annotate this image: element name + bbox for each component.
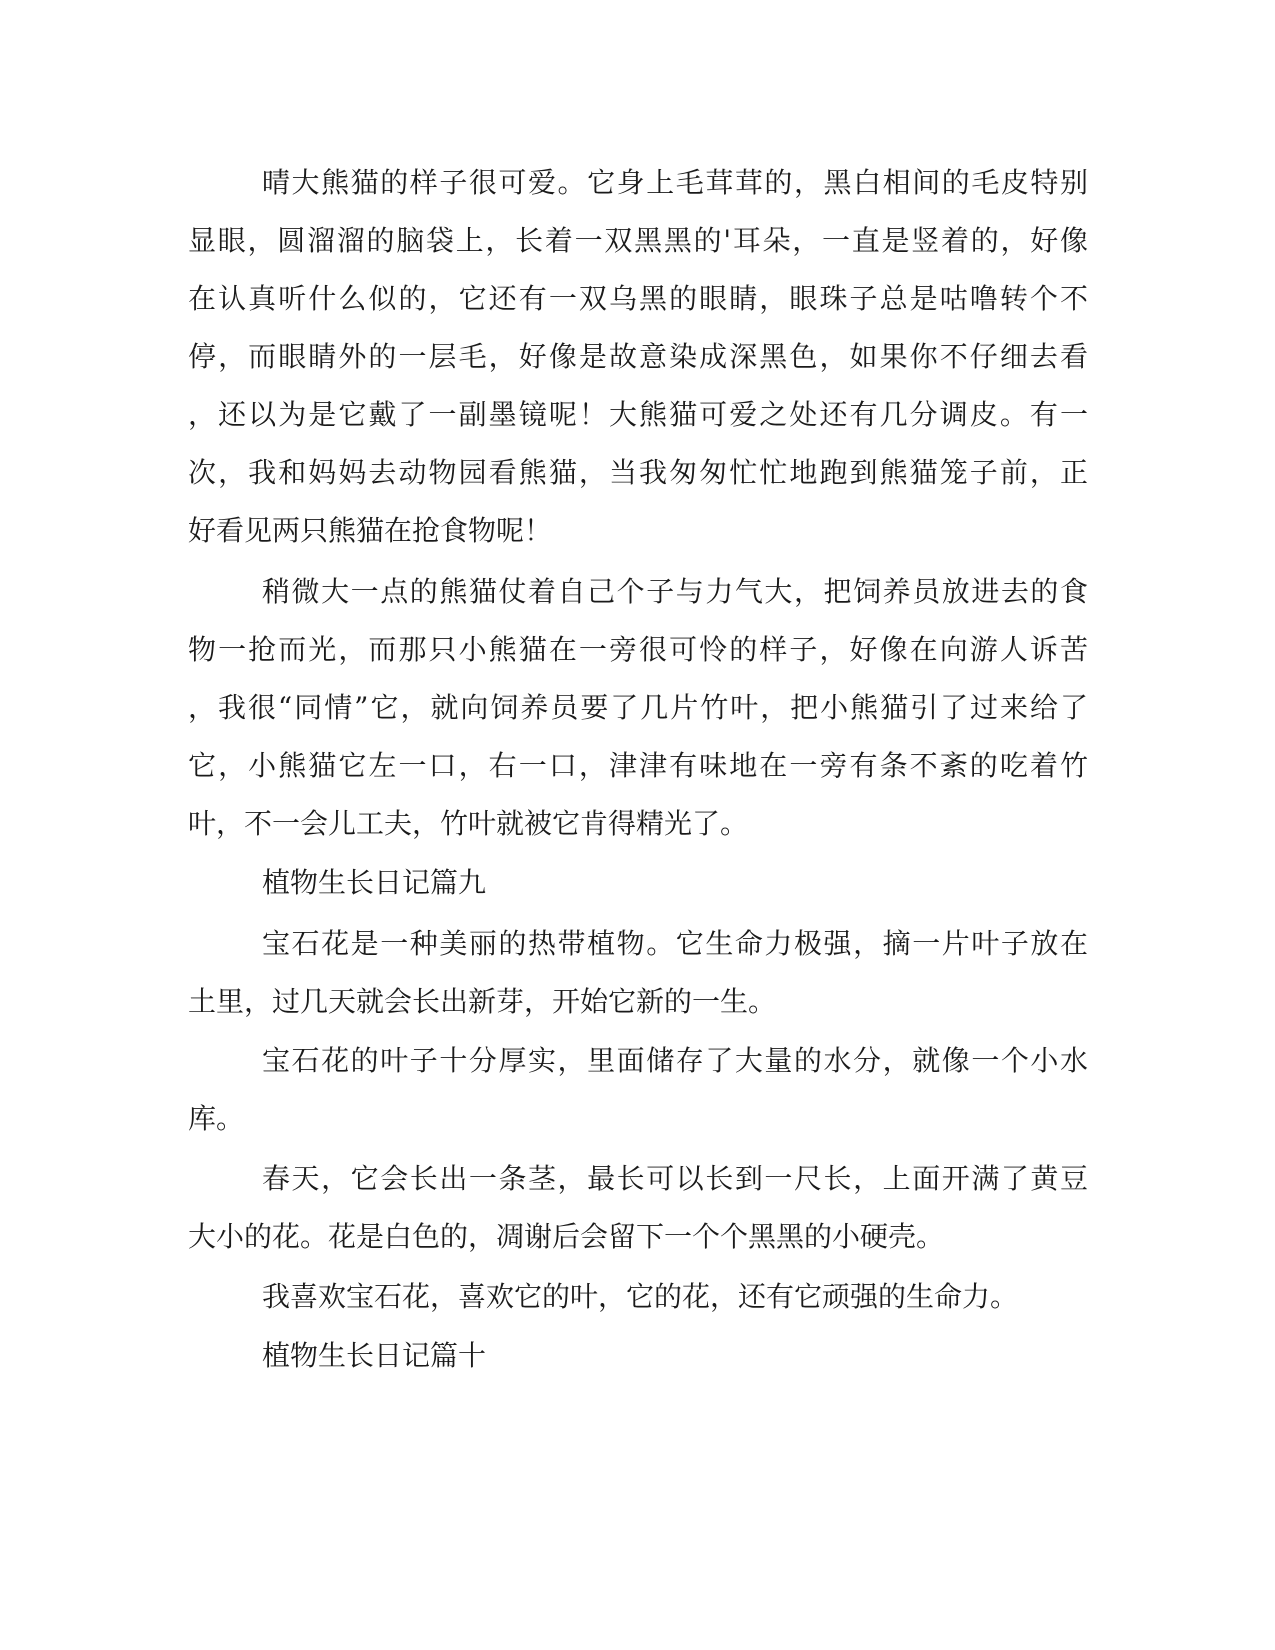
paragraph-line: 显眼，圆溜溜的脑袋上，长着一双黑黑的'耳朵，一直是竖着的，好像 xyxy=(188,224,1088,257)
paragraph-line: 大小的花。花是白色的，凋谢后会留下一个个黑黑的小硬壳。 xyxy=(188,1220,945,1253)
paragraph-line: 停，而眼睛外的一层毛，好像是故意染成深黑色，如果你不仔细去看 xyxy=(188,340,1088,373)
paragraph-line: 我喜欢宝石花，喜欢它的叶，它的花，还有它顽强的生命力。 xyxy=(262,1280,1019,1313)
paragraph-line: 晴大熊猫的样子很可爱。它身上毛茸茸的，黑白相间的毛皮特别 xyxy=(262,166,1088,199)
paragraph-line: 叶，不一会儿工夫，竹叶就被它肯得精光了。 xyxy=(188,807,749,840)
paragraph-line: 物一抢而光，而那只小熊猫在一旁很可怜的样子，好像在向游人诉苦 xyxy=(188,633,1088,666)
paragraph-line: ，我很“同情”它，就向饲养员要了几片竹叶，把小熊猫引了过来给了 xyxy=(188,691,1088,724)
paragraph-line: 在认真听什么似的，它还有一双乌黑的眼睛，眼珠子总是咕噜转个不 xyxy=(188,282,1088,315)
paragraph-line: ，还以为是它戴了一副墨镜呢！大熊猫可爱之处还有几分调皮。有一 xyxy=(188,398,1088,431)
section-heading: 植物生长日记篇九 xyxy=(262,866,487,899)
paragraph-line: 稍微大一点的熊猫仗着自己个子与力气大，把饲养员放进去的食 xyxy=(262,575,1088,608)
paragraph-line: 春天，它会长出一条茎，最长可以长到一尺长，上面开满了黄豆 xyxy=(262,1162,1088,1195)
paragraph-line: 土里，过几天就会长出新芽，开始它新的一生。 xyxy=(188,985,777,1018)
paragraph-line: 宝石花是一种美丽的热带植物。它生命力极强，摘一片叶子放在 xyxy=(262,927,1088,960)
paragraph-line: 好看见两只熊猫在抢食物呢！ xyxy=(188,514,553,547)
paragraph-line: 宝石花的叶子十分厚实，里面储存了大量的水分，就像一个小水 xyxy=(262,1044,1088,1077)
section-heading: 植物生长日记篇十 xyxy=(262,1339,487,1372)
paragraph-line: 库。 xyxy=(188,1102,245,1135)
paragraph-line: 次，我和妈妈去动物园看熊猫，当我匆匆忙忙地跑到熊猫笼子前，正 xyxy=(188,456,1088,489)
paragraph-line: 它，小熊猫它左一口，右一口，津津有味地在一旁有条不紊的吃着竹 xyxy=(188,749,1088,782)
